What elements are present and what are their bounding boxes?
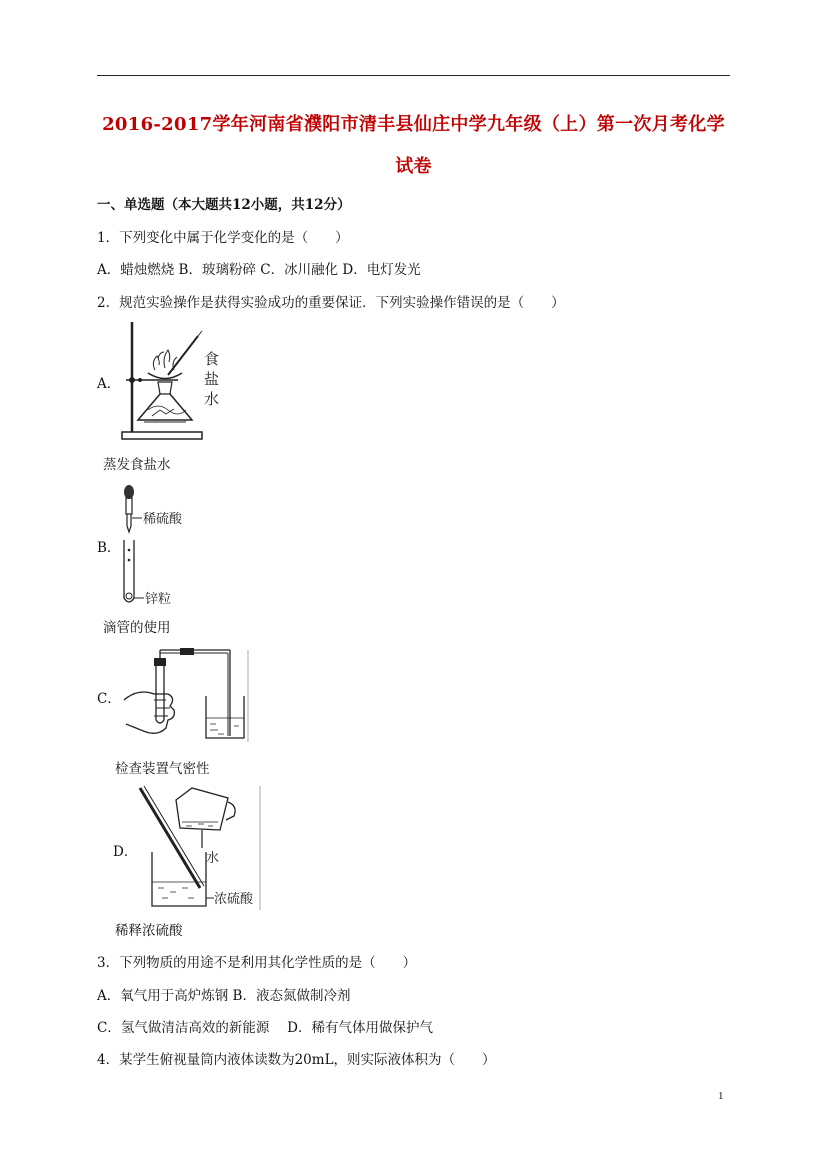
question-3-options-line1: A．氧气用于高炉炼钢 B．液态氮做制冷剂 [97, 988, 351, 1004]
salt-water-label-char-2: 盐 [204, 370, 220, 388]
dilution-figure [136, 784, 264, 912]
question-2-stem: 2．规范实验操作是获得实验成功的重要保证．下列实验操作错误的是（ ） [97, 295, 565, 311]
option-d-letter: D． [113, 844, 138, 860]
water-label: 水 [206, 851, 220, 866]
concentrated-sulfuric-acid-label: 浓硫酸 [214, 892, 254, 907]
question-3-options-line2: C．氢气做清洁高效的新能源 D．稀有气体用做保护气 [97, 1020, 433, 1036]
airtightness-check-figure [118, 648, 250, 744]
section-heading: 一、单选题（本大题共12小题，共12分） [97, 197, 351, 213]
salt-water-label-char-3: 水 [204, 390, 220, 408]
page-number: 1 [718, 1090, 724, 1102]
option-b-letter: B． [97, 540, 121, 556]
dilute-sulfuric-acid-label: 稀硫酸 [143, 512, 183, 527]
question-4-stem: 4．某学生俯视量筒内液体读数为20mL，则实际液体积为（ ） [97, 1052, 496, 1068]
option-a-letter: A． [97, 376, 121, 392]
question-3-stem: 3．下列物质的用途不是利用其化学性质的是（ ） [97, 955, 417, 971]
zinc-granules-label: 锌粒 [145, 592, 172, 607]
header-rule [97, 75, 730, 76]
salt-water-label-char-1: 食 [204, 350, 220, 368]
option-a-caption: 蒸发食盐水 [103, 457, 171, 473]
question-1-stem: 1．下列变化中属于化学变化的是（ ） [97, 230, 349, 246]
option-c-caption: 检查装置气密性 [115, 761, 210, 777]
dropper-figure [118, 480, 198, 608]
document-title-line1: 2016-2017学年河南省濮阳市清丰县仙庄中学九年级（上）第一次月考化学 [102, 114, 725, 135]
option-b-caption: 滴管的使用 [103, 620, 171, 636]
option-c-letter: C． [97, 691, 121, 707]
document-title-line2: 试卷 [395, 156, 432, 177]
option-d-caption: 稀释浓硫酸 [115, 923, 183, 939]
question-1-options: A．蜡烛燃烧 B．玻璃粉碎 C．冰川融化 D．电灯发光 [97, 262, 421, 278]
evaporation-figure [118, 318, 228, 442]
